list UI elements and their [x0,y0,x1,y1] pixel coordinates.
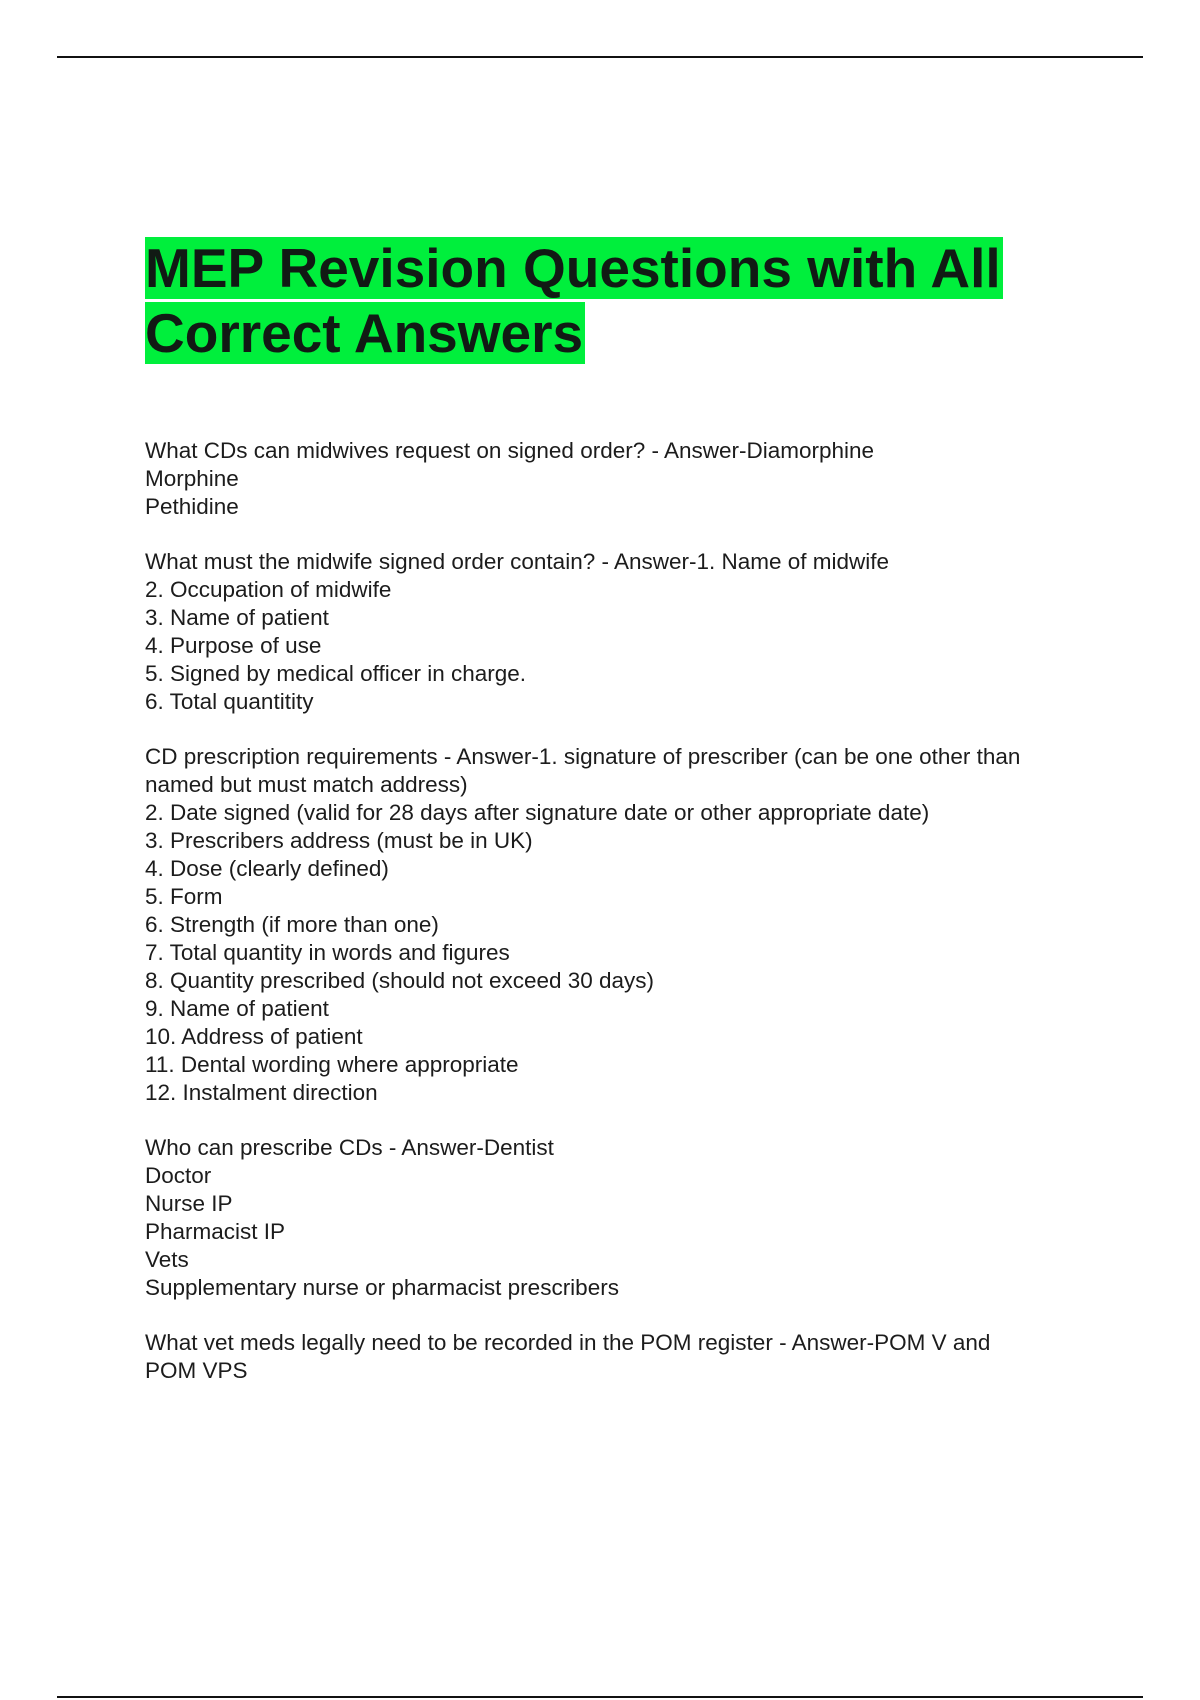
qa-line: POM VPS [145,1358,248,1383]
qa-line: 3. Name of patient [145,605,329,630]
qa-block [145,743,1095,1107]
qa-line: 12. Instalment direction [145,1080,378,1105]
qa-line: 5. Form [145,884,223,909]
qa-line: 10. Address of patient [145,1024,363,1049]
qa-line: Doctor [145,1163,212,1188]
qa-line: 2. Date signed (valid for 28 days after signature date or other appropriate date) [145,800,930,825]
qa-line: 4. Dose (clearly defined) [145,856,389,881]
qa-line: 9. Name of patient [145,996,329,1021]
qa-line: 11. Dental wording where appropriate [145,1052,519,1077]
qa-block [145,1329,1095,1385]
document-title [145,236,1045,366]
qa-line: What must the midwife signed order contain? - Answer-1. Name of midwife [145,549,890,574]
qa-line: 6. Strength (if more than one) [145,912,439,937]
qa-line: 2. Occupation of midwife [145,577,392,602]
qa-line: 8. Quantity prescribed (should not exceed 30 days) [145,968,655,993]
top-rule [57,56,1143,58]
bottom-rule [57,1696,1143,1698]
qa-block [145,1134,1095,1302]
qa-line: 3. Prescribers address (must be in UK) [145,828,533,853]
qa-line: 5. Signed by medical officer in charge. [145,661,527,686]
qa-line: named but must match address) [145,772,468,797]
qa-line: 4. Purpose of use [145,633,322,658]
qa-line: What vet meds legally need to be recorded in the POM register - Answer-POM V and [145,1330,991,1355]
qa-content [145,437,1095,1412]
qa-line: Pethidine [145,494,239,519]
qa-line: CD prescription requirements - Answer-1. signature of prescriber (can be one other than [145,744,1021,769]
title-highlight-line-1: MEP Revision Questions with All [145,237,1001,299]
qa-line: 6. Total quantitity [145,689,314,714]
qa-line: Supplementary nurse or pharmacist prescribers [145,1275,619,1300]
qa-block [145,437,1095,521]
qa-line: Morphine [145,466,239,491]
title-highlight-line-2: Correct Answers [145,302,584,364]
qa-line: Pharmacist IP [145,1219,286,1244]
qa-line: Who can prescribe CDs - Answer-Dentist [145,1135,554,1160]
qa-line: Nurse IP [145,1191,233,1216]
qa-line: Vets [145,1247,189,1272]
qa-line: 7. Total quantity in words and figures [145,940,510,965]
qa-block [145,548,1095,716]
qa-line: What CDs can midwives request on signed order? - Answer-Diamorphine [145,438,875,463]
